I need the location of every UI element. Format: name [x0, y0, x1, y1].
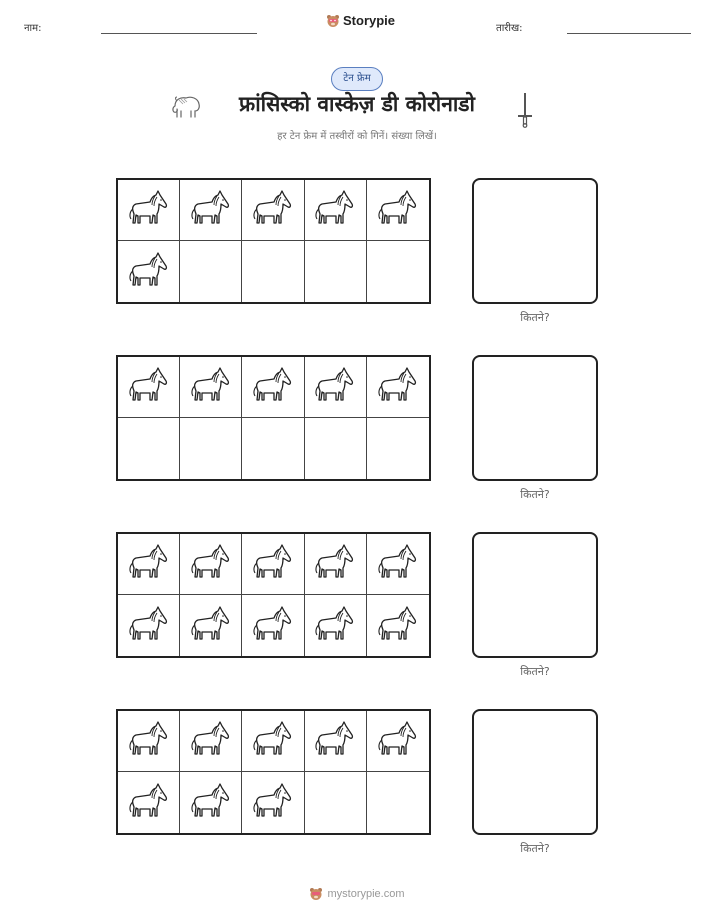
horse-icon — [188, 364, 234, 410]
ten-frame-4 — [116, 709, 431, 835]
frame-cell-filled — [118, 180, 180, 241]
frame-cell-filled — [180, 595, 242, 656]
frame-cell-filled — [367, 357, 429, 418]
horse-icon — [312, 718, 358, 764]
frame-cell-empty — [242, 418, 304, 479]
frame-cell-filled — [367, 534, 429, 595]
horse-icon — [250, 603, 296, 649]
horse-icon — [188, 187, 234, 233]
frame-cell-filled — [118, 241, 180, 302]
frame-cell-filled — [242, 180, 304, 241]
horse-icon — [312, 541, 358, 587]
horse-icon — [375, 603, 421, 649]
horse-icon — [312, 603, 358, 649]
frame-cell-filled — [367, 180, 429, 241]
horse-icon — [250, 780, 296, 826]
frame-cell-filled — [305, 595, 367, 656]
sword-icon — [516, 92, 534, 128]
horse-icon — [188, 541, 234, 587]
frame-cell-filled — [180, 357, 242, 418]
answer-label-3: कितने? — [520, 665, 550, 678]
frame-cell-empty — [118, 418, 180, 479]
horse-icon — [250, 541, 296, 587]
date-label: तारीख: — [496, 23, 523, 34]
horse-icon — [250, 187, 296, 233]
answer-label-1: कितने? — [520, 311, 550, 324]
answer-box-2[interactable] — [472, 355, 598, 481]
frame-cell-empty — [305, 418, 367, 479]
category-badge: टेन फ्रेम — [331, 67, 383, 91]
frame-cell-empty — [367, 772, 429, 833]
horse-icon — [188, 718, 234, 764]
answer-box-1[interactable] — [472, 178, 598, 304]
frame-cell-filled — [118, 534, 180, 595]
bear-mascot-icon — [309, 887, 323, 901]
answer-label-4: कितने? — [520, 842, 550, 855]
horse-icon — [126, 780, 172, 826]
frame-cell-filled — [305, 534, 367, 595]
horse-icon — [126, 718, 172, 764]
footer — [0, 887, 714, 901]
frame-cell-filled — [242, 772, 304, 833]
frame-cell-empty — [367, 241, 429, 302]
frame-cell-filled — [118, 357, 180, 418]
frame-cell-empty — [180, 241, 242, 302]
horse-icon — [126, 541, 172, 587]
brand-logo — [326, 13, 395, 28]
worksheet-title: फ्रांसिस्को वास्केज़ डी कोरोनाडो — [239, 92, 475, 116]
frame-cell-filled — [180, 534, 242, 595]
ten-frame-3 — [116, 532, 431, 658]
frame-cell-filled — [180, 180, 242, 241]
frame-cell-filled — [242, 357, 304, 418]
frame-cell-filled — [367, 595, 429, 656]
frame-cell-filled — [118, 711, 180, 772]
frame-cell-filled — [305, 711, 367, 772]
horse-icon — [375, 364, 421, 410]
footer-site[interactable]: mystorypie.com — [327, 888, 405, 900]
frame-cell-empty — [305, 241, 367, 302]
frame-cell-empty — [180, 418, 242, 479]
frame-cell-filled — [118, 595, 180, 656]
bear-mascot-icon — [326, 14, 340, 28]
instructions: हर टेन फ्रेम में तस्वीरों को गिनें। संख्या लिखें। — [277, 131, 437, 142]
horse-icon — [126, 364, 172, 410]
date-field[interactable] — [567, 33, 691, 34]
frame-cell-filled — [242, 534, 304, 595]
frame-cell-filled — [180, 772, 242, 833]
ten-frame-1 — [116, 178, 431, 304]
horse-icon — [126, 187, 172, 233]
ten-frame-2 — [116, 355, 431, 481]
name-field[interactable] — [101, 33, 257, 34]
horse-icon — [312, 187, 358, 233]
horse-icon — [312, 364, 358, 410]
frame-cell-filled — [367, 711, 429, 772]
horse-icon — [188, 603, 234, 649]
horse-icon — [126, 603, 172, 649]
answer-box-4[interactable] — [472, 709, 598, 835]
horse-icon — [375, 718, 421, 764]
frame-cell-empty — [367, 418, 429, 479]
horse-icon — [126, 249, 172, 295]
frame-cell-filled — [242, 711, 304, 772]
frame-cell-filled — [305, 357, 367, 418]
brand-name: Storypie — [343, 13, 396, 28]
frame-cell-empty — [305, 772, 367, 833]
horse-icon — [375, 187, 421, 233]
name-label: नाम: — [24, 23, 42, 34]
answer-box-3[interactable] — [472, 532, 598, 658]
frame-cell-empty — [242, 241, 304, 302]
horse-icon — [375, 541, 421, 587]
answer-label-2: कितने? — [520, 488, 550, 501]
horse-icon — [188, 780, 234, 826]
frame-cell-filled — [242, 595, 304, 656]
frame-cell-filled — [305, 180, 367, 241]
horse-icon — [250, 364, 296, 410]
frame-cell-filled — [180, 711, 242, 772]
horse-icon — [250, 718, 296, 764]
frame-cell-filled — [118, 772, 180, 833]
